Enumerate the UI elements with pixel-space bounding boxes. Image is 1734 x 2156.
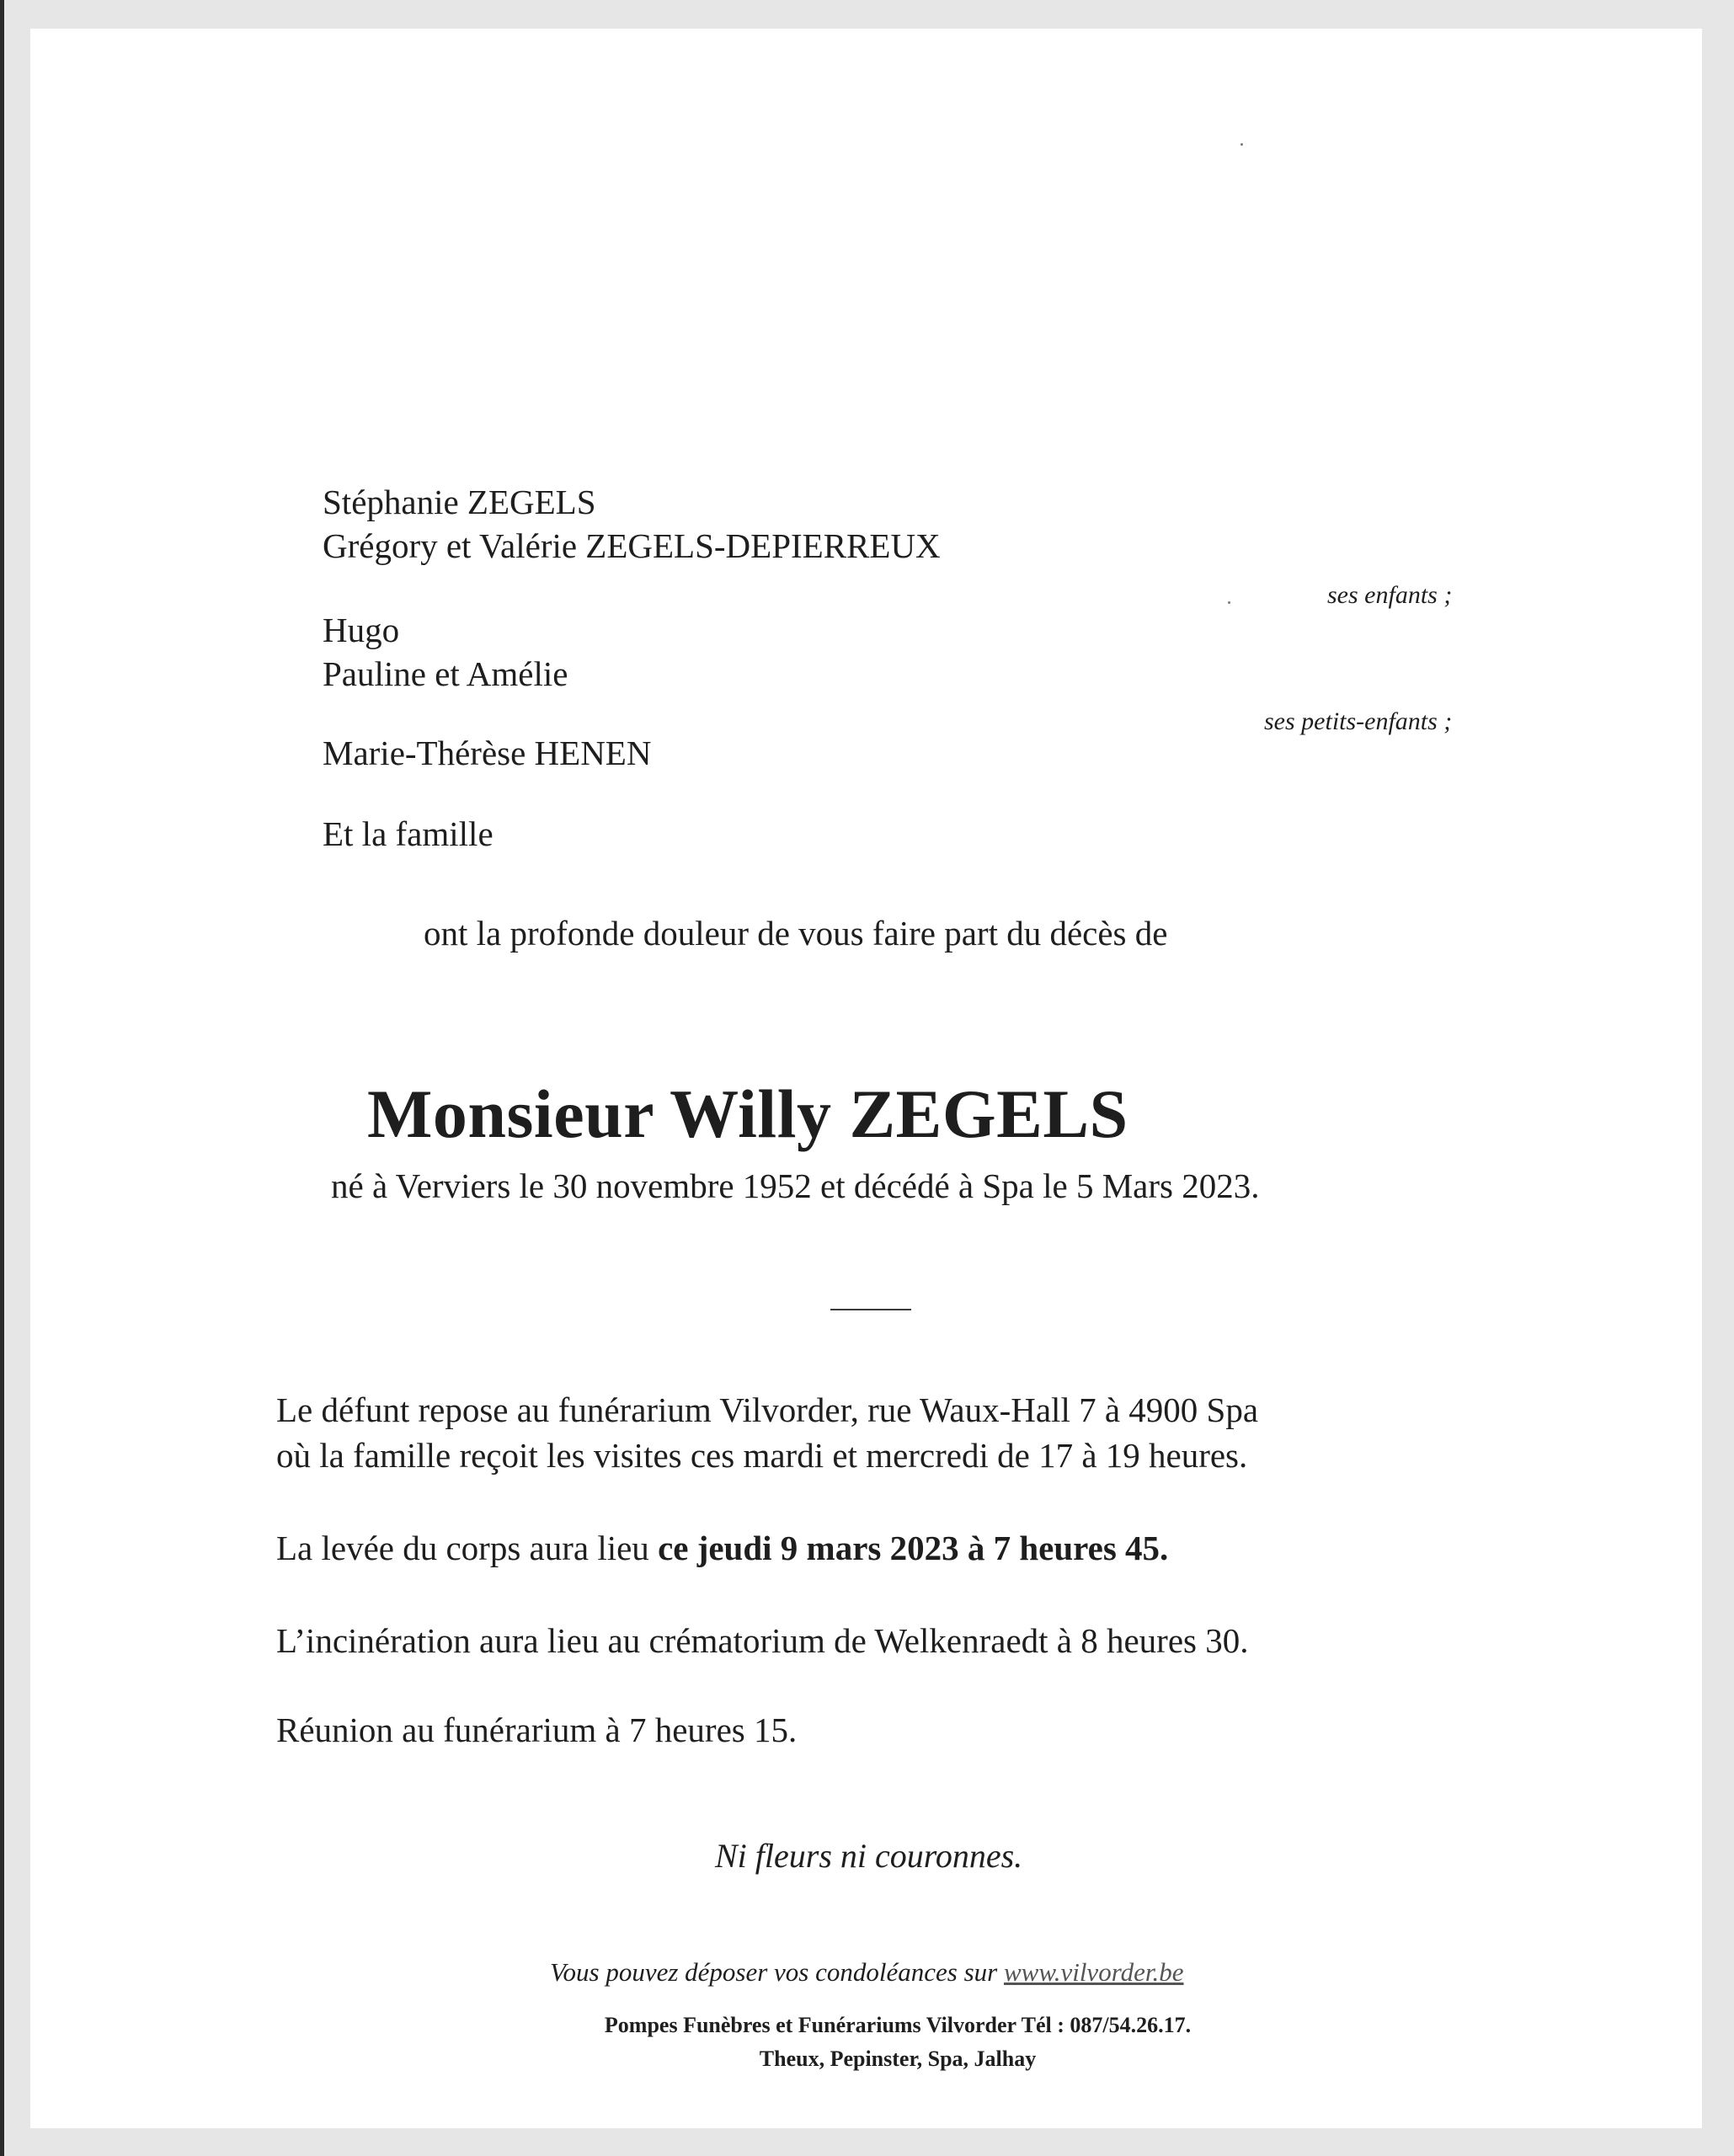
child-name-2: Grégory et Valérie ZEGELS-DEPIERREUX	[323, 526, 941, 565]
reunion-line: Réunion au funérarium à 7 heures 15.	[276, 1710, 798, 1749]
scan-speck	[1228, 601, 1230, 604]
condolences-text: Vous pouvez déposer vos condoléances sur	[550, 1957, 1004, 1987]
condolences-link[interactable]: www.vilvorder.be	[1003, 1957, 1184, 1987]
grandchild-name-1: Hugo	[323, 611, 400, 649]
levee-prefix: La levée du corps aura lieu	[276, 1529, 659, 1567]
incineration-line: L’incinération aura lieu au crématorium de Welkenraedt à 8 heures 30.	[276, 1621, 1249, 1660]
children-role: ses enfants ;	[1327, 581, 1453, 609]
no-flowers-note: Ni fleurs ni couronnes.	[715, 1837, 1023, 1875]
child-name-1: Stéphanie ZEGELS	[323, 483, 596, 521]
repose-line-2: où la famille reçoit les visites ces mardi et mercredi de 17 à 19 heures.	[276, 1436, 1248, 1475]
obituary-card	[30, 29, 1702, 2128]
levee-date-time: ce jeudi 9 mars 2023 à 7 heures 45.	[658, 1529, 1169, 1567]
grandchildren-role: ses petits-enfants ;	[1264, 707, 1453, 735]
family-line: Et la famille	[323, 814, 494, 853]
scan-speck	[1240, 143, 1243, 146]
deceased-name: Monsieur Willy ZEGELS	[367, 1075, 1128, 1152]
other-relative: Marie-Thérèse HENEN	[323, 734, 652, 772]
grandchild-name-2: Pauline et Amélie	[323, 654, 568, 693]
announcement-intro: ont la profonde douleur de vous faire part du décès de	[424, 914, 1168, 953]
separator-line	[830, 1309, 911, 1310]
footer-company: Pompes Funèbres et Funérariums Vilvorder Tél : 087/54.26.17.	[604, 2013, 1192, 2037]
footer-locations: Theux, Pepinster, Spa, Jalhay	[759, 2047, 1037, 2071]
birth-death-dates: né à Verviers le 30 novembre 1952 et décédé à Spa le 5 Mars 2023.	[331, 1166, 1260, 1205]
repose-line-1: Le défunt repose au funérarium Vilvorder, rue Waux-Hall 7 à 4900 Spa	[276, 1390, 1259, 1429]
condolences-note	[550, 1957, 1184, 1988]
levee-du-corps	[276, 1528, 1168, 1568]
scan-edge	[0, 0, 4, 2156]
